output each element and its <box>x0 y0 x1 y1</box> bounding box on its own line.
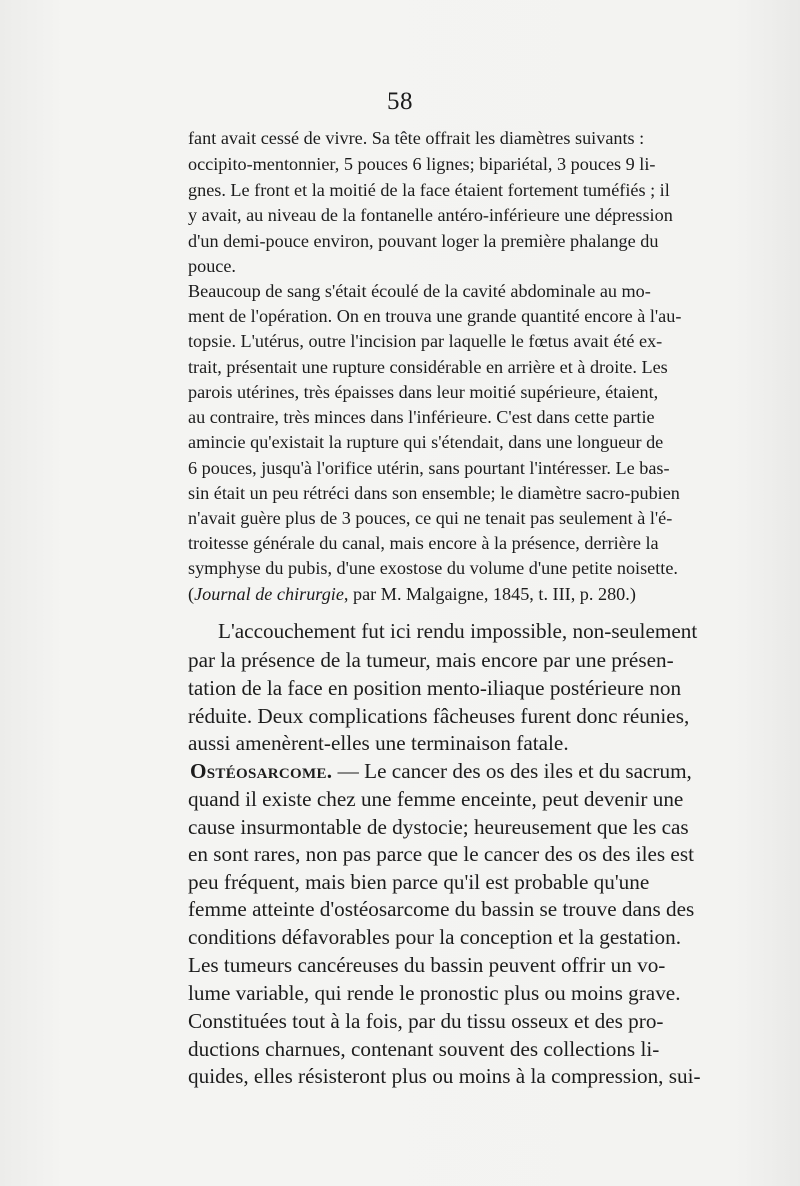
section-line: lume variable, qui rende le pronostic plus ou moins grave. <box>188 981 681 1005</box>
section-line: femme atteinte d'ostéosarcome du bassin se trouve dans des <box>188 897 695 921</box>
reference-details: , par M. Malgaigne, 1845, t. III, p. 280.) <box>343 584 636 604</box>
body-line: par la présence de la tumeur, mais encore par une présen- <box>188 648 674 672</box>
citation-line: Beaucoup de sang s'était écoulé de la cavité abdominale au mo- <box>188 281 651 301</box>
citation-line: d'un demi-pouce environ, pouvant loger la première phalange du <box>188 231 659 251</box>
citation-line: n'avait guère plus de 3 pouces, ce qui ne tenait pas seulement à l'é- <box>188 508 673 528</box>
body-line: réduite. Deux complications fâcheuses furent donc réunies, <box>188 704 690 728</box>
citation-line: y avait, au niveau de la fontanelle antéro-inférieure une dépression <box>188 205 673 225</box>
citation-line: pouce. <box>188 256 236 276</box>
section-first-line <box>190 759 692 784</box>
citation-line: troitesse générale du canal, mais encore à la présence, derrière la <box>188 533 659 553</box>
citation-line: gnes. Le front et la moitié de la face étaient fortement tuméfiés ; il <box>188 180 670 200</box>
citation-line: topsie. L'utérus, outre l'incision par laquelle le fœtus avait été ex- <box>188 331 663 351</box>
citation-line: fant avait cessé de vivre. Sa tête offrait les diamètres suivants : <box>188 128 645 148</box>
citation-line: symphyse du pubis, d'une exostose du volume d'une petite noisette. <box>188 558 678 578</box>
section-line: conditions défavorables pour la conception et la gestation. <box>188 925 682 949</box>
section-first-line-text: — Le cancer des os des iles et du sacrum, <box>332 759 692 783</box>
journal-title: Journal de chirurgie <box>194 584 344 604</box>
section-line: quand il existe chez une femme enceinte, peut devenir une <box>188 787 684 811</box>
body-line: L'accouchement fut ici rendu impossible, non-seulement <box>218 619 698 643</box>
citation-line: occipito-mentonnier, 5 pouces 6 lignes; bipariétal, 3 pouces 9 li- <box>188 154 656 174</box>
body-line: tation de la face en position mento-iliaque postérieure non <box>188 676 682 700</box>
citation-line: 6 pouces, jusqu'à l'orifice utérin, sans pourtant l'intéresser. Le bas- <box>188 458 670 478</box>
section-line: quides, elles résisteront plus ou moins à la compression, sui- <box>188 1064 701 1088</box>
section-line: Constituées tout à la fois, par du tissu osseux et des pro- <box>188 1009 664 1033</box>
citation-line: sin était un peu rétréci dans son ensemble; le diamètre sacro-pubien <box>188 483 680 503</box>
section-line: cause insurmontable de dystocie; heureusement que les cas <box>188 815 689 839</box>
citation-line: au contraire, très minces dans l'inférieure. C'est dans cette partie <box>188 407 655 427</box>
section-line: ductions charnues, contenant souvent des collections li- <box>188 1037 660 1061</box>
citation-line: parois utérines, très épaisses dans leur moitié supérieure, étaient, <box>188 382 659 402</box>
section-heading: Ostéosarcome. <box>190 759 333 783</box>
citation-line: amincie qu'existait la rupture qui s'étendait, dans une longueur de <box>188 432 664 452</box>
citation-reference <box>188 584 636 605</box>
section-line: peu fréquent, mais bien parce qu'il est probable qu'une <box>188 870 650 894</box>
section-line: Les tumeurs cancéreuses du bassin peuvent offrir un vo- <box>188 953 666 977</box>
body-line: aussi amenèrent-elles une terminaison fatale. <box>188 731 569 755</box>
section-line: en sont rares, non pas parce que le cancer des os des iles est <box>188 842 694 866</box>
page-number: 58 <box>387 88 413 115</box>
citation-line: trait, présentait une rupture considérable en arrière et à droite. Les <box>188 357 668 377</box>
reference-open: ( <box>188 584 195 604</box>
citation-line: ment de l'opération. On en trouva une grande quantité encore à l'au- <box>188 306 682 326</box>
